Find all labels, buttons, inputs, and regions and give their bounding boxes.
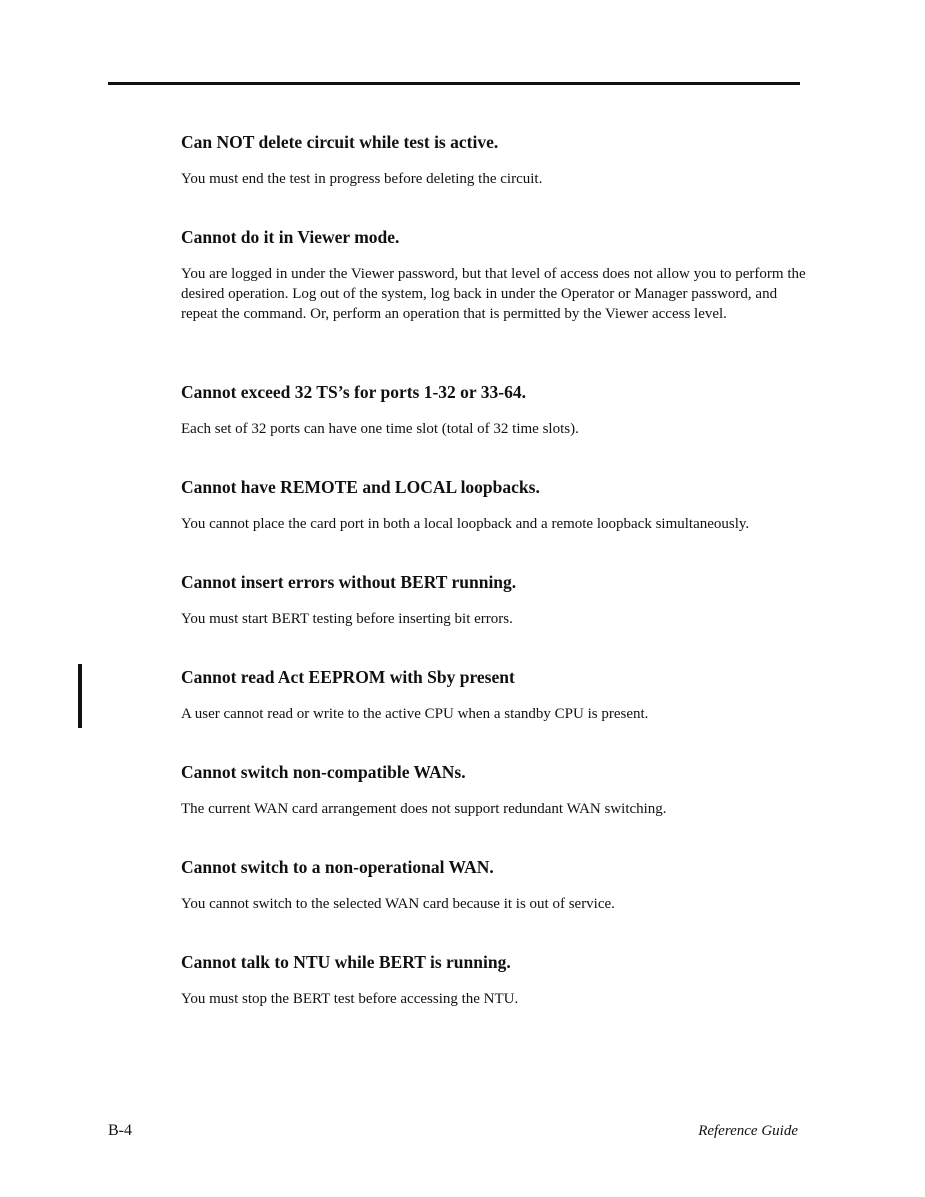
message-heading: Cannot insert errors without BERT running. bbox=[181, 572, 517, 592]
message-heading: Cannot switch to a non-operational WAN. bbox=[181, 857, 494, 877]
message-description: A user cannot read or write to the active CPU when a standby CPU is present. bbox=[181, 706, 649, 722]
message-heading: Cannot read Act EEPROM with Sby present bbox=[181, 667, 515, 687]
message-entry bbox=[181, 226, 811, 381]
message-entry bbox=[181, 476, 811, 571]
message-description: You must stop the BERT test before accessing the NTU. bbox=[181, 991, 519, 1007]
message-heading: Cannot do it in Viewer mode. bbox=[181, 227, 400, 247]
message-entry bbox=[181, 571, 811, 666]
page-number: B-4 bbox=[108, 1122, 132, 1139]
message-entry bbox=[181, 381, 811, 476]
message-entry bbox=[181, 856, 811, 951]
message-heading: Can NOT delete circuit while test is active. bbox=[181, 132, 499, 152]
message-heading: Cannot have REMOTE and LOCAL loopbacks. bbox=[181, 477, 540, 497]
message-entry bbox=[181, 951, 811, 1046]
message-description: You are logged in under the Viewer password, but that level of access does not allow you to perform the desired operation. Log out of the system, log back in under the Operator or Manager password, and repeat the command. Or, perform an operation that is permitted by the Viewer access level. bbox=[181, 266, 806, 322]
message-heading: Cannot talk to NTU while BERT is running. bbox=[181, 952, 511, 972]
message-description: You must start BERT testing before inserting bit errors. bbox=[181, 611, 513, 627]
message-entry bbox=[181, 131, 811, 226]
message-description: You cannot switch to the selected WAN card because it is out of service. bbox=[181, 896, 615, 912]
message-entry bbox=[181, 666, 811, 761]
message-list bbox=[181, 131, 811, 1046]
message-description: Each set of 32 ports can have one time slot (total of 32 time slots). bbox=[181, 421, 579, 437]
message-heading: Cannot exceed 32 TS’s for ports 1-32 or 33-64. bbox=[181, 382, 526, 402]
message-description: The current WAN card arrangement does not support redundant WAN switching. bbox=[181, 801, 667, 817]
change-bar bbox=[78, 664, 82, 728]
book-title: Reference Guide bbox=[698, 1123, 798, 1139]
message-entry bbox=[181, 761, 811, 856]
message-heading: Cannot switch non-compatible WANs. bbox=[181, 762, 466, 782]
message-description: You must end the test in progress before deleting the circuit. bbox=[181, 171, 543, 187]
header-rule bbox=[108, 82, 800, 85]
message-description: You cannot place the card port in both a local loopback and a remote loopback simultaneously. bbox=[181, 516, 750, 532]
